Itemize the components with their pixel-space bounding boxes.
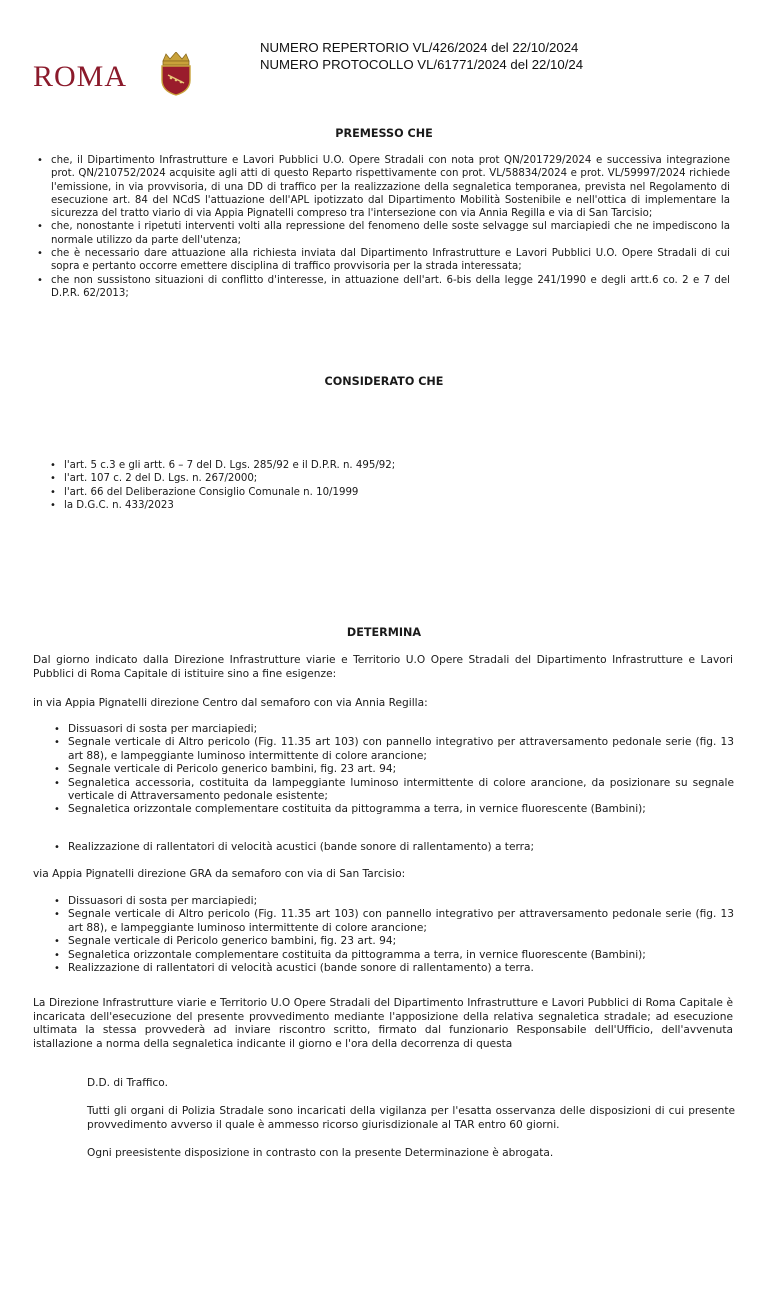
list-item: • Dissuasori di sosta per marciapiedi;	[54, 895, 734, 908]
list-item: • che, nonostante i ripetuti interventi volti alla repressione del fenomeno delle soste selvagge sul marciapiedi che ne impediscono la normale utilizzo da parte dell'utenza;	[37, 220, 730, 247]
list-item: • Dissuasori di sosta per marciapiedi;	[54, 723, 734, 736]
polizia-paragraph: Tutti gli organi di Polizia Stradale sono incaricati della vigilanza per l'esatta osservanza delle disposizioni di cui presente provvedimento avverso il quale è ammesso ricorso giurisdizionale al TAR entro 60 giorni.	[87, 1105, 735, 1131]
section1-list	[54, 723, 734, 817]
list-item: • Realizzazione di rallentatori di velocità acustici (bande sonore di rallentamento) a terra.	[54, 962, 734, 975]
section2-list	[54, 895, 734, 975]
roma-crest-icon	[159, 52, 193, 96]
list-item: • l'art. 107 c. 2 del D. Lgs. n. 267/2000;	[50, 472, 710, 485]
roma-logo-text: ROMA	[33, 60, 128, 93]
list-item: • l'art. 5 c.3 e gli artt. 6 – 7 del D. Lgs. 285/92 e il D.P.R. n. 495/92;	[50, 459, 710, 472]
list-item: • Segnale verticale di Altro pericolo (Fig. 11.35 art 103) con pannello integrativo per attraversamento pedonale serie (fig. 13 art 88), e lampeggiante luminoso intermittente di colore arancione;	[54, 736, 734, 763]
list-item: • Segnale verticale di Altro pericolo (Fig. 11.35 art 103) con pannello integrativo per attraversamento pedonale serie (fig. 13 art 88), e lampeggiante luminoso intermittente di colore arancione;	[54, 908, 734, 935]
premesso-list	[37, 154, 730, 300]
premesso-title: PREMESSO CHE	[335, 127, 433, 140]
determina-intro: Dal giorno indicato dalla Direzione Infrastrutture viarie e Territorio U.O Opere Stradali del Dipartimento Infrastrutture e Lavori Pubblici di Roma Capitale di istituire sino a fine esigenze:	[33, 654, 733, 680]
section2-heading: via Appia Pignatelli direzione GRA da semaforo con via di San Tarcisio:	[33, 868, 406, 880]
list-item: • Segnale verticale di Pericolo generico bambini, fig. 23 art. 94;	[54, 763, 734, 776]
considerato-list	[50, 459, 710, 512]
numero-protocollo: NUMERO PROTOCOLLO VL/61771/2024 del 22/10/24	[260, 57, 584, 72]
direction-paragraph: La Direzione Infrastrutture viarie e Territorio U.O Opere Stradali del Dipartimento Infrastrutture e Lavori Pubblici di Roma Capitale è incaricata dell'esecuzione del presente provvedimento mediante l'apposizione della relativa segnaletica stradale; ad esecuzione ultimata la stessa provvederà ad inviare riscontro scritto, firmato dal funzionario Responsabile dell'Ufficio, dell'avvenuta istallazione a norma della segnaletica indicante il giorno e l'ora della decorrenza di questa	[33, 997, 733, 1050]
list-item: • Segnaletica accessoria, costituita da lampeggiante luminoso intermittente di colore arancione, da posizionare su segnale verticale di Attraversamento pedonale esistente;	[54, 777, 734, 804]
protocol-references	[260, 39, 583, 73]
document-header	[0, 0, 768, 110]
list-item: • Segnale verticale di Pericolo generico bambini, fig. 23 art. 94;	[54, 935, 734, 948]
considerato-title: CONSIDERATO CHE	[324, 375, 444, 388]
list-item: • Realizzazione di rallentatori di velocità acustici (bande sonore di rallentamento) a terra;	[54, 841, 734, 854]
dd-traffico: D.D. di Traffico.	[87, 1077, 168, 1089]
list-item: • Segnaletica orizzontale complementare costituita da pittogramma a terra, in vernice fluorescente (Bambini);	[54, 803, 734, 816]
list-item: • la D.G.C. n. 433/2023	[50, 499, 710, 512]
list-item: • che non sussistono situazioni di conflitto d'interesse, in attuazione dell'art. 6-bis della legge 241/1990 e degli artt.6 co. 2 e 7 del D.P.R. 62/2013;	[37, 274, 730, 301]
list-item: • che è necessario dare attuazione alla richiesta inviata dal Dipartimento Infrastrutture e Lavori Pubblici U.O. Opere Stradali di cui sopra e pertanto occorre emettere disciplina di traffico provvisoria per la strada interessata;	[37, 247, 730, 274]
section1-last-list	[54, 841, 734, 854]
section1-heading: in via Appia Pignatelli direzione Centro dal semaforo con via Annia Regilla:	[33, 697, 428, 709]
list-item: • che, il Dipartimento Infrastrutture e Lavori Pubblici U.O. Opere Stradali con nota prot QN/201729/2024 e successiva integrazione prot. QN/210752/2024 acquisite agli atti di questo Reparto rispettivamente con prot. VL/58834/2024 e prot. VL/59997/2024 richiede l'emissione, in via provvisoria, di una DD di traffico per la realizzazione della segnaletica temporanea, prevista nel Regolamento di esecuzione art. 84 del NCdS l'attuazione dell'APL ipotizzato dal Dipartimento Mobilità Sostenibile e nell'ottica di implementare la sicurezza del tratto viario di via Appia Pignatelli compreso tra l'intersezione con via Annia Regilla e via di San Tarcisio;	[37, 154, 730, 220]
list-item: • l'art. 66 del Deliberazione Consiglio Comunale n. 10/1999	[50, 486, 710, 499]
list-item: • Segnaletica orizzontale complementare costituita da pittogramma a terra, in vernice fluorescente (Bambini);	[54, 949, 734, 962]
determina-title: DETERMINA	[346, 626, 422, 639]
abrogata-paragraph: Ogni preesistente disposizione in contrasto con la presente Determinazione è abrogata.	[87, 1147, 554, 1159]
numero-repertorio: NUMERO REPERTORIO VL/426/2024 del 22/10/2024	[260, 40, 579, 55]
